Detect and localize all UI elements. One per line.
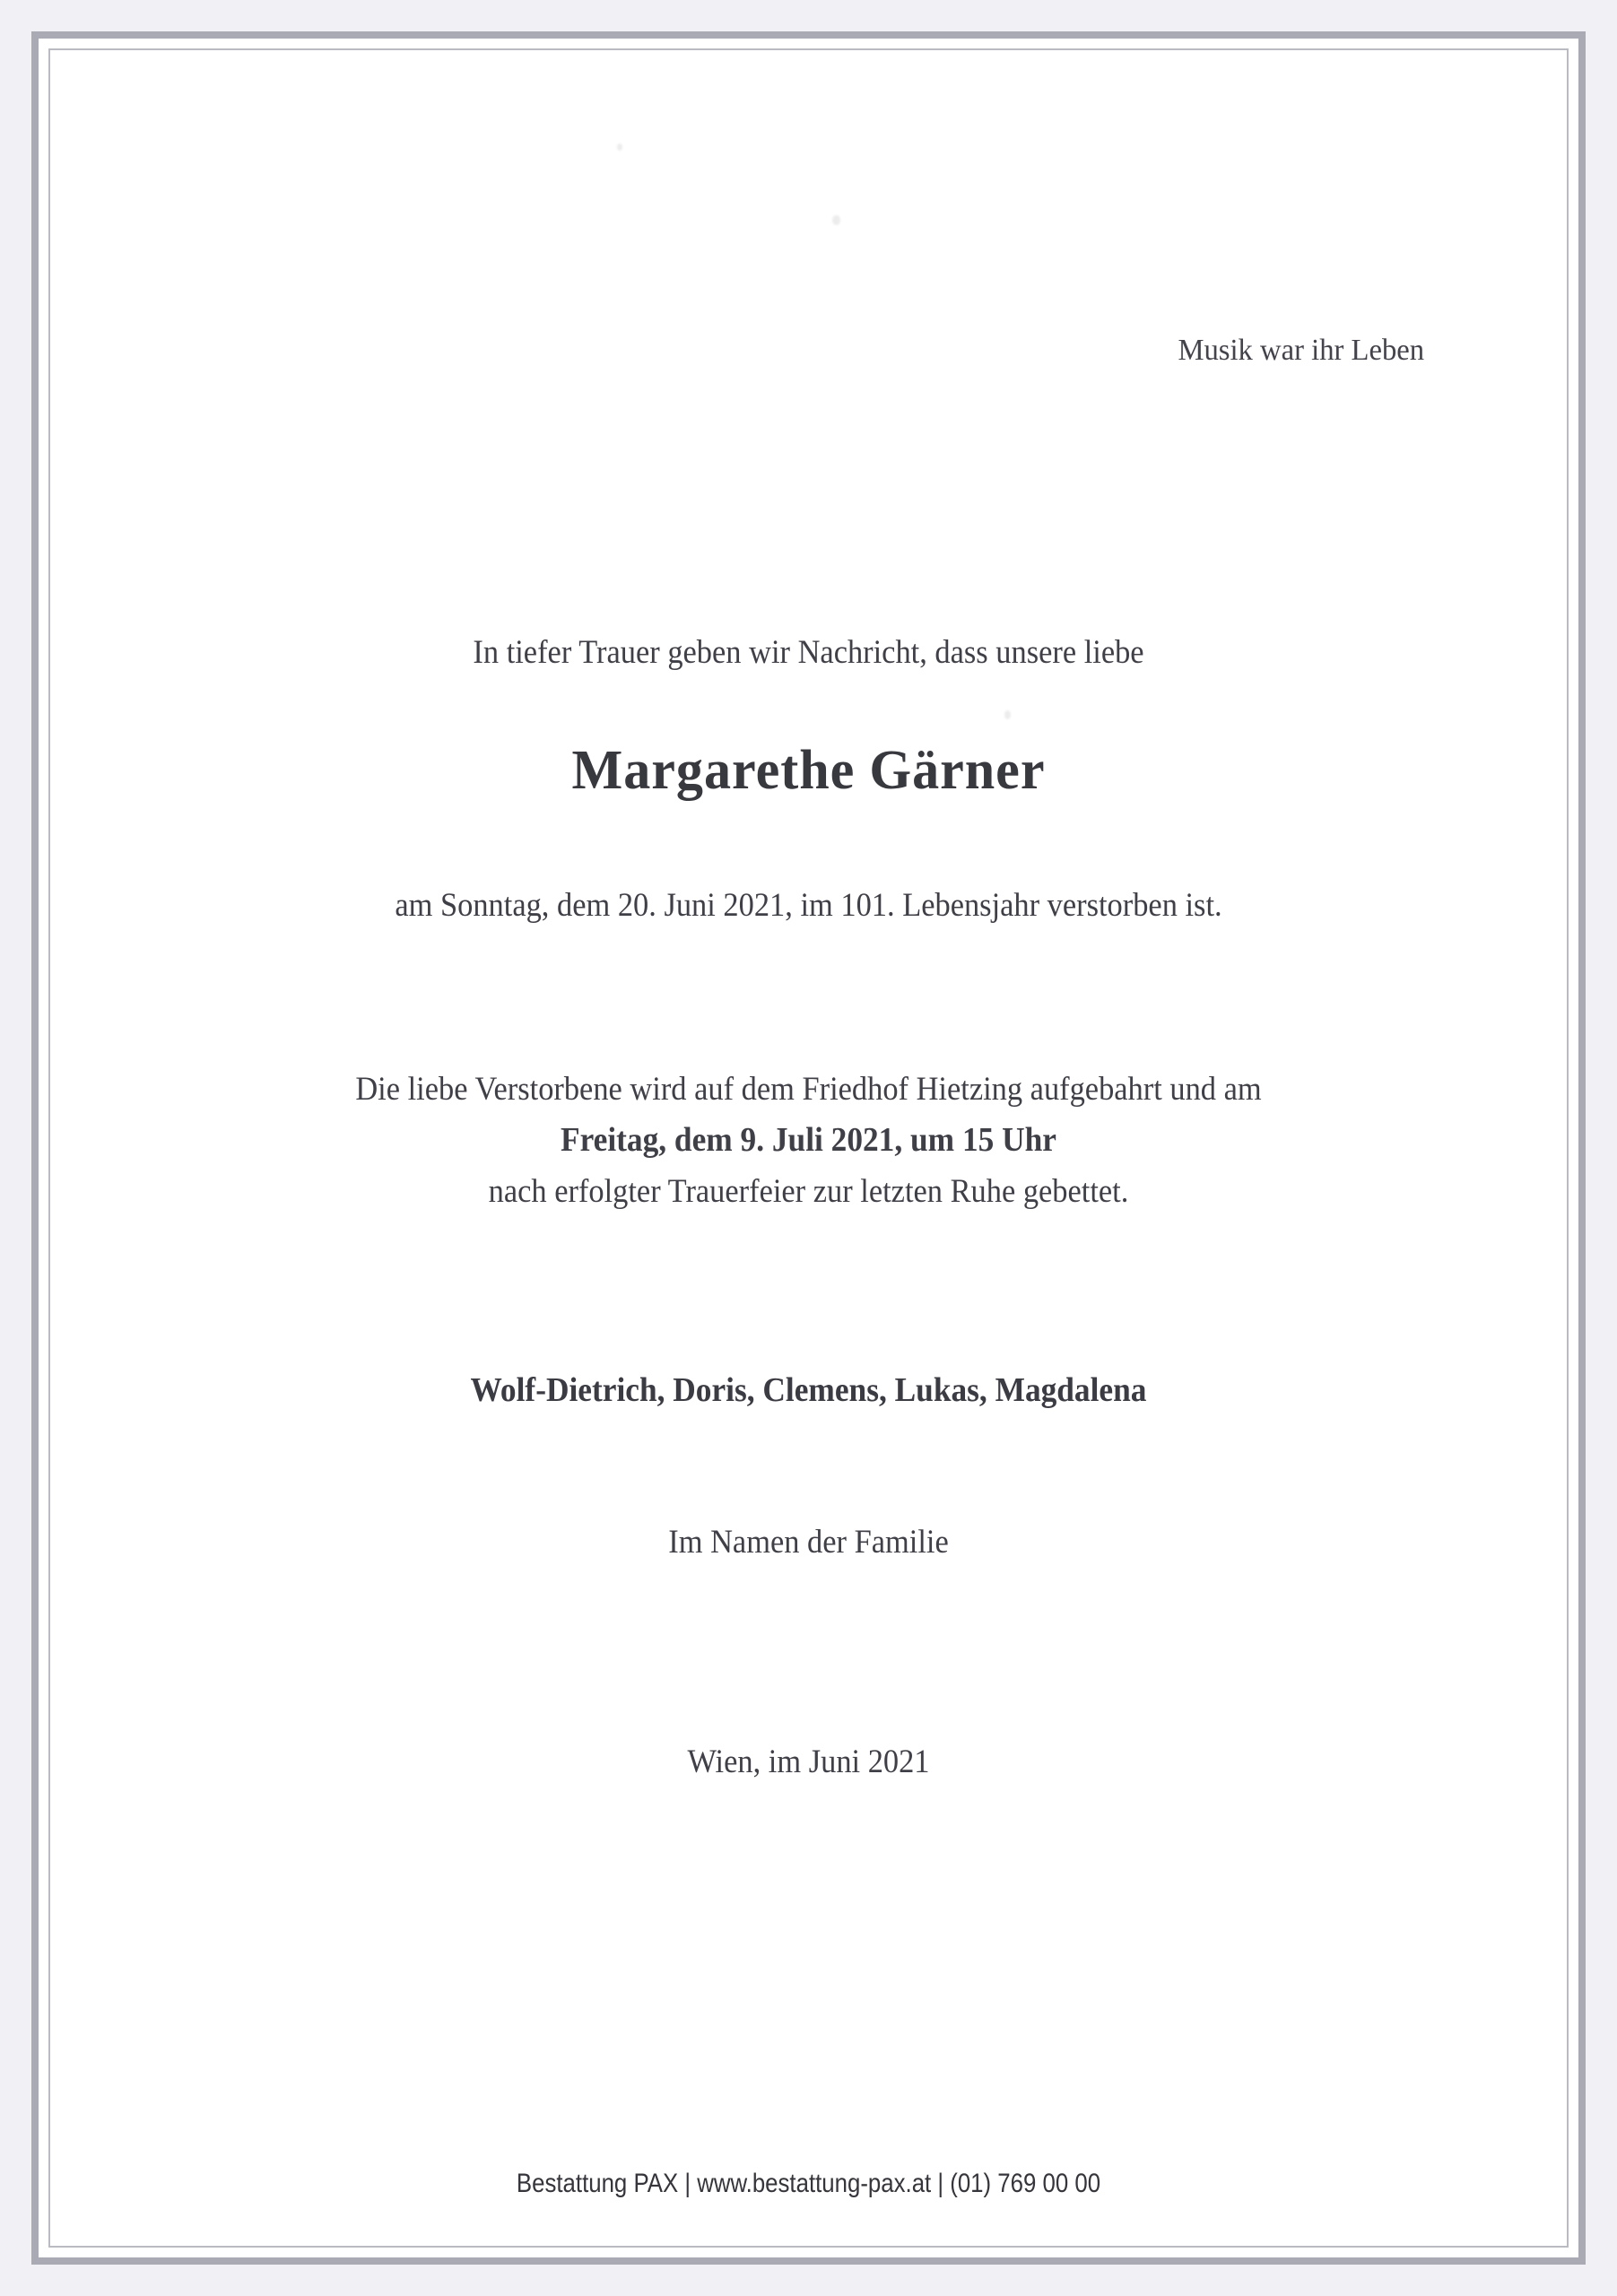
deceased-name: Margarethe Gärner bbox=[571, 740, 1046, 801]
scan-artifact bbox=[1004, 710, 1011, 719]
ceremony-line-2-datetime: Freitag, dem 9. Juli 2021, um 15 Uhr bbox=[560, 1121, 1056, 1159]
scan-artifact bbox=[832, 215, 840, 225]
scan-artifact bbox=[617, 144, 622, 151]
epigraph-motto: Musik war ihr Leben bbox=[1178, 334, 1424, 367]
mourners-names-line: Wolf-Dietrich, Doris, Clemens, Lukas, Magdalena bbox=[470, 1371, 1147, 1409]
funeral-home-footer: Bestattung PAX | www.bestattung-pax.at | (01) 769 00 00 bbox=[516, 2169, 1101, 2198]
death-date-line: am Sonntag, dem 20. Juni 2021, im 101. Lebensjahr verstorben ist. bbox=[395, 887, 1222, 924]
ceremony-line-1: Die liebe Verstorbene wird auf dem Friedhof Hietzing aufgebahrt und am bbox=[355, 1071, 1262, 1108]
intro-line: In tiefer Trauer geben wir Nachricht, dass unsere liebe bbox=[473, 634, 1144, 671]
ceremony-block bbox=[57, 1064, 1560, 1217]
place-date-line: Wien, im Juni 2021 bbox=[687, 1744, 930, 1780]
ceremony-line-3: nach erfolgter Trauerfeier zur letzten Ruhe gebettet. bbox=[488, 1173, 1129, 1210]
closing-line: Im Namen der Familie bbox=[668, 1524, 949, 1561]
